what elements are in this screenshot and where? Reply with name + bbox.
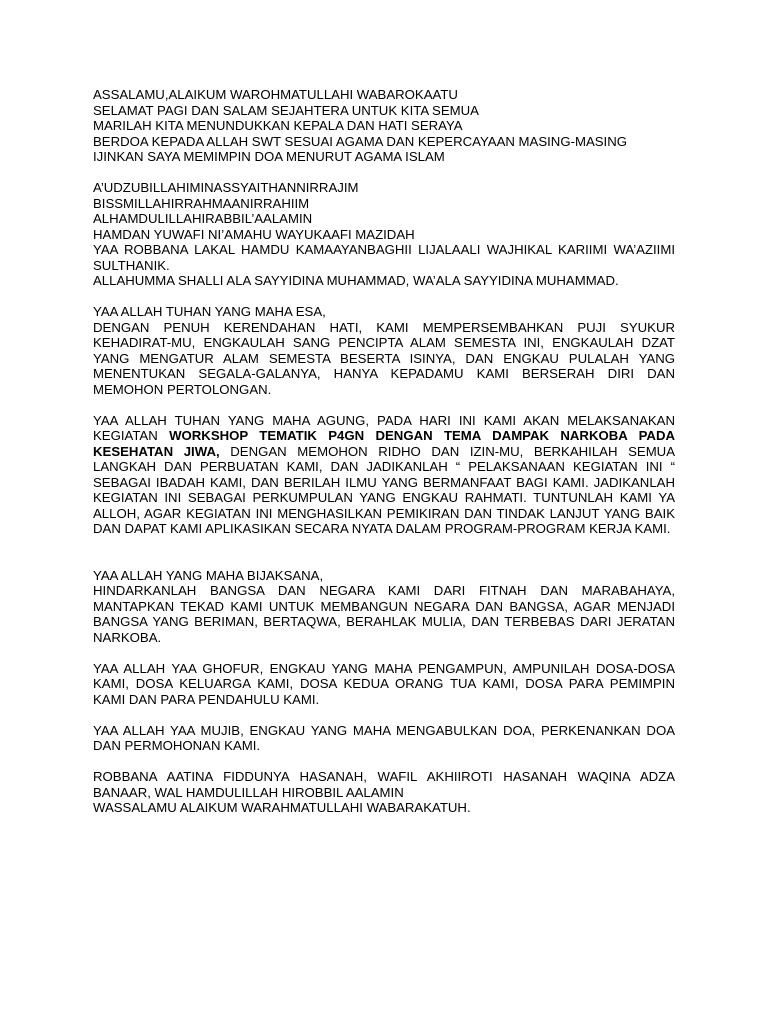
- paragraph-maha-esa: [93, 304, 675, 397]
- invocation-line: HAMDAN YUWAFI NI’AMAHU WAYUKAAFI MAZIDAH: [93, 226, 415, 242]
- paragraph-spacer: [93, 707, 675, 723]
- document-page: [93, 87, 675, 816]
- closing: [93, 769, 675, 816]
- invocation: [93, 180, 675, 289]
- paragraph-ghofur: YAA ALLAH YAA GHOFUR, ENGKAU YANG MAHA PENGAMPUN, AMPUNILAH DOSA-DOSA KAMI, DOSA KELUARGA KAMI, DOSA KEDUA ORANG TUA KAMI, DOSA PARA PEMIMPIN KAMI DAN PARA PENDAHULU KAMI.: [93, 660, 675, 707]
- opening-line: BERDOA KEPADA ALLAH SWT SESUAI AGAMA DAN KEPERCAYAAN MASING-MASING: [93, 133, 627, 149]
- paragraph-text: YAA ALLAH TUHAN YANG MAHA AGUNG, PADA HARI INI KAMI AKAN MELAKSANAKAN KEGIATAN: [93, 412, 675, 443]
- paragraph-mujib: YAA ALLAH YAA MUJIB, ENGKAU YANG MAHA MENGABULKAN DOA, PERKENANKAN DOA DAN PERMOHONAN KAMI.: [93, 722, 675, 753]
- paragraph-spacer: [93, 645, 675, 661]
- paragraph-body: HINDARKANLAH BANGSA DAN NEGARA KAMI DARI FITNAH DAN MARABAHAYA, MANTAPKAN TEKAD KAMI UNTUK MEMBANGUN NEGARA DAN BANGSA, AGAR MENJADI BANGSA YANG BERIMAN, BERTAQWA, BERAHLAK MULIA, DAN TERBEBAS DARI JERATAN NARKOBA.: [93, 583, 675, 645]
- paragraph-spacer: [93, 537, 675, 568]
- opening-line: MARILAH KITA MENUNDUKKAN KEPALA DAN HATI SERAYA: [93, 118, 463, 133]
- invocation-line: BISSMILLAHIRRAHMAANIRRAHIIM: [93, 195, 310, 211]
- paragraph-maha-bijaksana: [93, 568, 675, 646]
- paragraph-text: DENGAN MEMOHON RIDHO DAN IZIN-MU, BERKAHILAH SEMUA LANGKAH DAN PERBUATAN KAMI, DAN JADIKANLAH “ PELAKSANAAN KEGIATAN INI “ SEBAGAI IBADAH KAMI, DAN BERILAH ILMU YANG BERMANFAAT BAGI KAMI. JADIKANLAH KEGIATAN INI SEBAGAI PERKUMPULAN YANG ENGKAU RAHMATI. TUNTUNLAH KAMI YA ALLOH, AGAR KEGIATAN INI MENGHASILKAN PEMIKIRAN DAN TINDAK LANJUT YANG BAIK DAN DAPAT KAMI APLIKASIKAN SECARA NYATA DALAM PROGRAM-PROGRAM KERJA KAMI.: [93, 443, 676, 536]
- closing-salam: WASSALAMU ALAIKUM WARAHMATULLAHI WABARAKATUH.: [93, 800, 471, 815]
- paragraph-spacer: [93, 165, 675, 181]
- closing-robbana: ROBBANA AATINA FIDDUNYA HASANAH, WAFIL AKHIIROTI HASANAH WAQINA ADZA BANAAR, WAL HAMDULILLAH HIROBBIL AALAMIN: [93, 769, 675, 800]
- paragraph-body: DENGAN PENUH KERENDAHAN HATI, KAMI MEMPERSEMBAHKAN PUJI SYUKUR KEHADIRAT-MU, ENGKAULAH SANG PENCIPTA ALAM SEMESTA INI, ENGKAULAH DZAT YANG MENGATUR ALAM SEMESTA BESERTA ISINYA, DAN ENGKAU PULALAH YANG MENENTUKAN SEGALA-GALANYA, HANYA KEPADAMU KAMI BERSERAH DIRI DAN MEMOHON PERTOLONGAN.: [93, 319, 675, 397]
- paragraph-heading: YAA ALLAH YANG MAHA BIJAKSANA,: [93, 567, 324, 583]
- opening-line: ASSALAMU,ALAIKUM WAROHMATULLAHI WABAROKAATU: [93, 87, 458, 102]
- paragraph-spacer: [93, 289, 675, 305]
- invocation-line: ALHAMDULILLAHIRABBIL’AALAMIN: [93, 211, 313, 226]
- invocation-shalawat: ALLAHUMMA SHALLI ALA SAYYIDINA MUHAMMAD, WA’ALA SAYYIDINA MUHAMMAD.: [93, 273, 619, 288]
- invocation-line: A’UDZUBILLAHIMINASSYAITHANNIRRAJIM: [93, 180, 359, 195]
- event-title: WORKSHOP TEMATIK P4GN DENGAN TEMA DAMPAK NARKOBA PADA KESEHATAN JIWA,: [93, 428, 676, 459]
- opening-line: IJINKAN SAYA MEMIMPIN DOA MENURUT AGAMA ISLAM: [93, 149, 445, 164]
- paragraph-spacer: [93, 754, 675, 770]
- paragraph-maha-agung: [93, 413, 675, 537]
- opening-line: SELAMAT PAGI DAN SALAM SEJAHTERA UNTUK KITA SEMUA: [93, 102, 479, 118]
- opening-greeting: [93, 87, 675, 165]
- paragraph-spacer: [93, 397, 675, 413]
- paragraph-heading: YAA ALLAH TUHAN YANG MAHA ESA,: [93, 304, 326, 319]
- invocation-robbana: YAA ROBBANA LAKAL HAMDU KAMAAYANBAGHII LIJALAALI WAJHIKAL KARIIMI WA’AZIIMI SULTHANIK.: [93, 242, 675, 273]
